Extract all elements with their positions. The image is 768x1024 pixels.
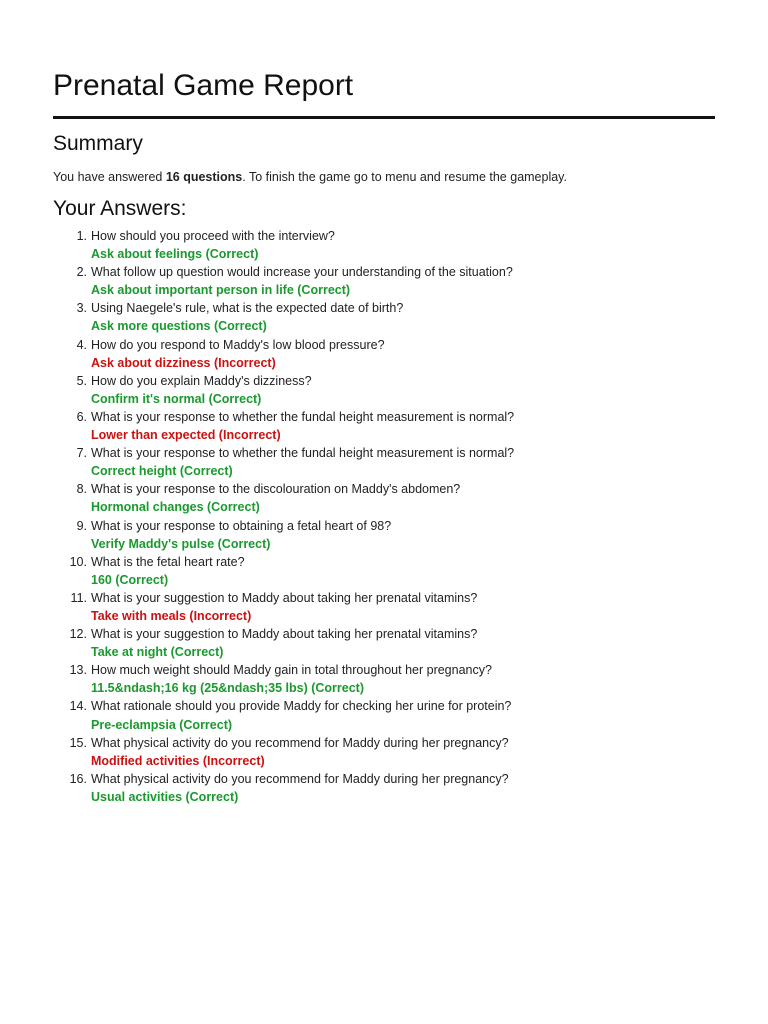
answer-list-item — [53, 517, 715, 553]
answer-list-item — [53, 299, 715, 335]
answer-list-item — [53, 372, 715, 408]
question-number: 1. — [76, 229, 87, 243]
question-text: How should you proceed with the interview? — [91, 229, 335, 243]
answer-correct: 160 (Correct) — [91, 572, 169, 587]
question-text: What is the fetal heart rate? — [91, 554, 245, 569]
answer-list-item — [53, 589, 715, 625]
question-number: 9. — [76, 518, 87, 533]
answer-correct: 11.5&ndash;16 kg (25&ndash;35 lbs) (Correct) — [91, 681, 364, 696]
answer-list-item — [53, 661, 715, 697]
answer-incorrect: Lower than expected (Incorrect) — [91, 428, 281, 443]
answer-correct: Pre-eclampsia (Correct) — [91, 717, 233, 732]
answer-incorrect: Take with meals (Incorrect) — [91, 608, 252, 623]
question-number: 10. — [69, 554, 87, 569]
question-text: What is your response to whether the fundal height measurement is normal? — [91, 446, 515, 461]
question-count: 16 questions — [165, 170, 243, 184]
question-text: What is your suggestion to Maddy about taking her prenatal vitamins? — [91, 590, 478, 605]
report-page — [53, 0, 715, 806]
question-number: 2. — [76, 265, 87, 280]
question-text: What follow up question would increase your understanding of the situation? — [91, 265, 513, 280]
question-number: 14. — [69, 699, 87, 714]
answer-list-item — [53, 480, 715, 516]
question-number: 3. — [76, 301, 87, 316]
answer-list-item — [53, 697, 715, 733]
summary-text — [53, 157, 715, 185]
summary-heading: Summary — [53, 132, 143, 155]
question-number: 7. — [76, 446, 87, 461]
question-number: 12. — [69, 627, 87, 642]
answer-correct: Ask about feelings (Correct) — [91, 247, 259, 262]
answer-incorrect: Ask about dizziness (Incorrect) — [91, 355, 276, 370]
answer-list-item — [53, 625, 715, 661]
answer-list-item — [53, 444, 715, 480]
question-text: Using Naegele's rule, what is the expected date of birth? — [91, 301, 404, 316]
question-number: 11. — [70, 590, 87, 605]
question-text: How much weight should Maddy gain in total throughout her pregnancy? — [91, 663, 492, 678]
question-text: What is your suggestion to Maddy about taking her prenatal vitamins? — [91, 627, 478, 642]
question-number: 4. — [76, 337, 87, 352]
answer-list-item — [53, 408, 715, 444]
answer-list-item — [53, 553, 715, 589]
page-title: Prenatal Game Report — [53, 69, 354, 102]
question-text: What is your response to the discolouration on Maddy's abdomen? — [91, 482, 461, 497]
answer-correct: Verify Maddy's pulse (Correct) — [91, 536, 271, 551]
question-number: 16. — [69, 771, 87, 786]
question-text: How do you respond to Maddy's low blood pressure? — [91, 337, 385, 352]
question-text: What is your response to whether the fundal height measurement is normal? — [91, 409, 515, 424]
question-number: 13. — [69, 663, 87, 678]
answer-list-item — [53, 263, 715, 299]
answer-correct: Correct height (Correct) — [91, 464, 233, 479]
answers-list — [53, 222, 715, 806]
answer-list-item — [53, 734, 715, 770]
question-text: What rationale should you provide Maddy for checking her urine for protein? — [91, 699, 512, 714]
answer-correct: Usual activities (Correct) — [91, 789, 239, 804]
answer-correct: Ask about important person in life (Correct) — [91, 283, 351, 298]
question-text: How do you explain Maddy's dizziness? — [91, 373, 312, 388]
answer-correct: Take at night (Correct) — [91, 645, 224, 660]
question-number: 8. — [76, 482, 87, 497]
question-text: What physical activity do you recommend for Maddy during her pregnancy? — [91, 771, 509, 786]
answer-correct: Confirm it's normal (Correct) — [91, 391, 262, 406]
answer-correct: Ask more questions (Correct) — [91, 319, 267, 334]
question-number: 6. — [76, 409, 87, 424]
summary-text-after: . To finish the game go to menu and resume the gameplay. — [242, 170, 567, 184]
question-text: What is your response to obtaining a fetal heart of 98? — [91, 518, 392, 533]
question-text: What physical activity do you recommend for Maddy during her pregnancy? — [91, 735, 509, 750]
answer-correct: Hormonal changes (Correct) — [91, 500, 260, 515]
answer-list-item — [53, 336, 715, 372]
summary-text-before: You have answered — [53, 170, 166, 184]
answer-incorrect: Modified activities (Incorrect) — [91, 753, 265, 768]
answer-list-item — [53, 770, 715, 806]
answers-heading: Your Answers: — [53, 197, 187, 220]
question-number: 15. — [69, 735, 87, 750]
answer-list-item — [53, 227, 715, 263]
question-number: 5. — [76, 373, 87, 388]
